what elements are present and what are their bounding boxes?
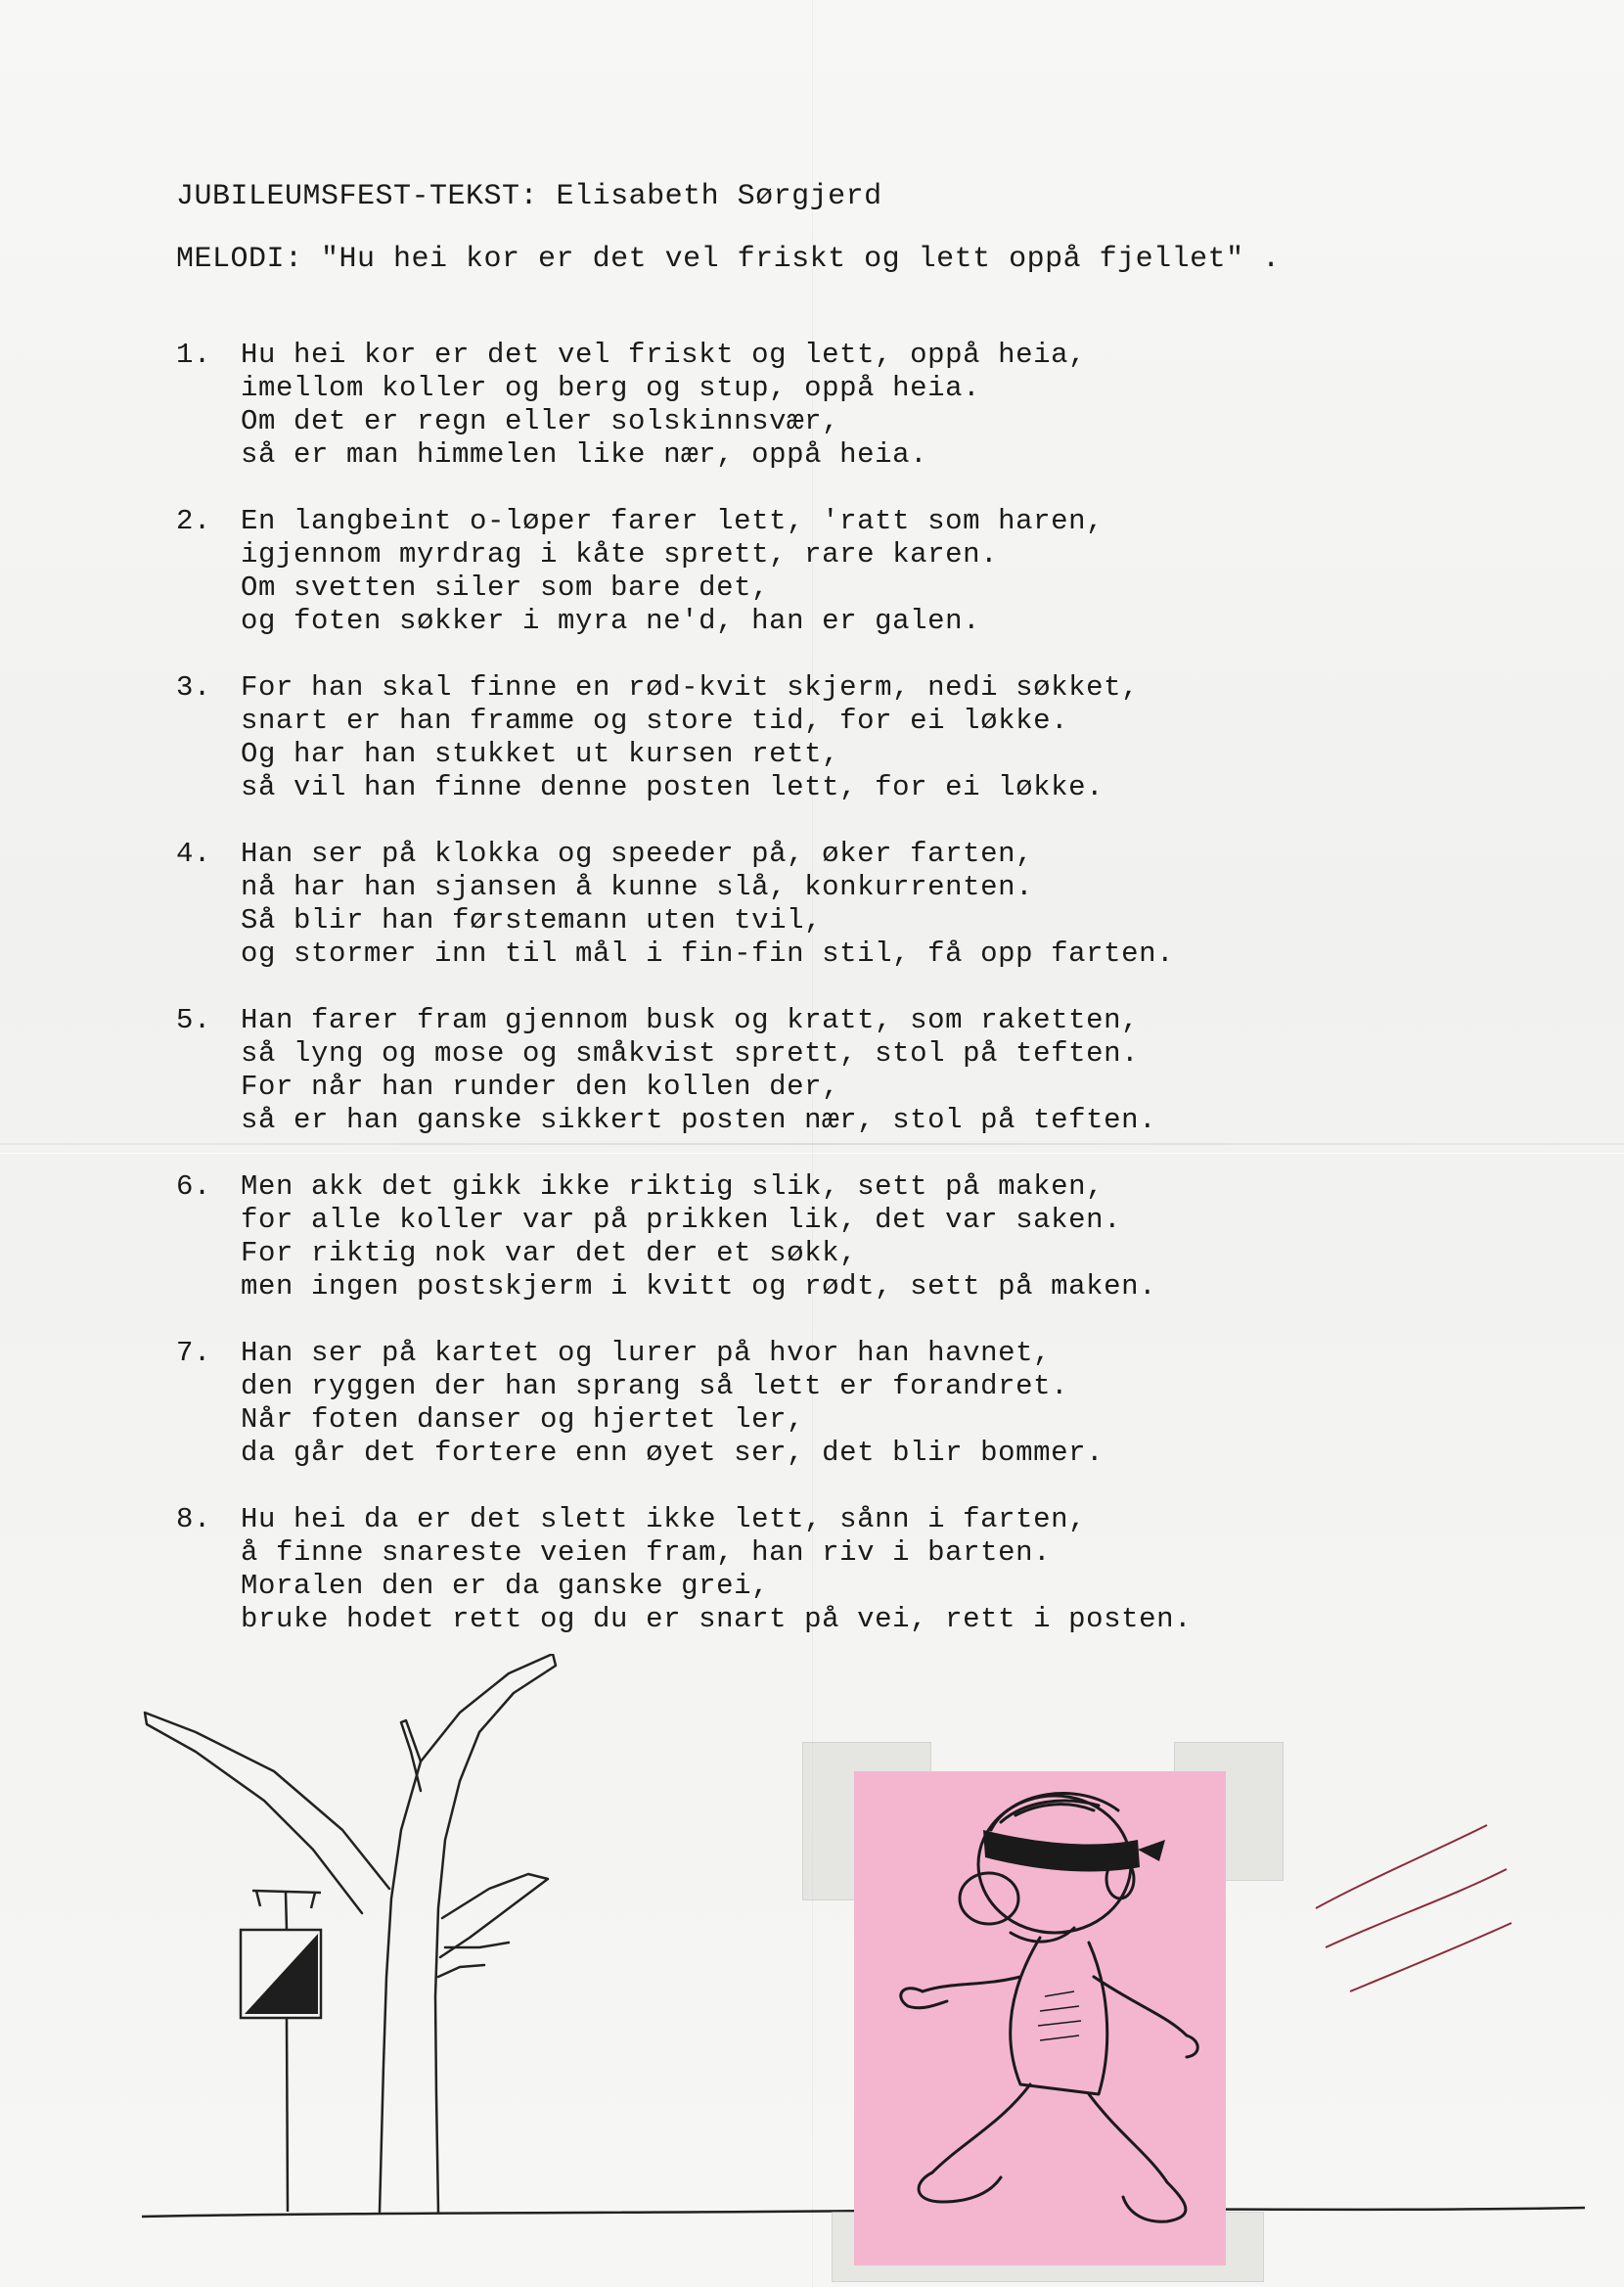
verse-line: bruke hodet rett og du er snart på vei, rett i posten. (241, 1603, 1193, 1635)
verse-line: Men akk det gikk ikke riktig slik, sett på maken, (241, 1170, 1105, 1203)
verse-number: 8. (176, 1503, 211, 1535)
verse-4 (176, 838, 1526, 971)
verse-line: For riktig nok var det der et søkk, (241, 1237, 858, 1269)
verse-line: så er han ganske sikkert posten nær, stol på teften. (241, 1104, 1157, 1136)
verse-number: 4. (176, 838, 211, 870)
verse-number: 1. (176, 339, 211, 371)
verse-line: imellom koller og berg og stup, oppå heia. (241, 372, 981, 404)
verse-6 (176, 1170, 1526, 1304)
verse-line: Han ser på klokka og speeder på, øker farten, (241, 838, 1034, 870)
verse-line: Om svetten siler som bare det, (241, 572, 770, 604)
verse-line: Så blir han førstemann uten tvil, (241, 904, 823, 937)
verse-line: Når foten danser og hjertet ler, (241, 1403, 805, 1436)
verse-list (176, 339, 1526, 1670)
verse-5 (176, 1004, 1526, 1137)
verse-line: den ryggen der han sprang så lett er forandret. (241, 1370, 1069, 1402)
verse-line: igjennom myrdrag i kåte sprett, rare karen. (241, 538, 999, 571)
blindfolded-runner-icon (854, 1771, 1226, 2265)
verse-3 (176, 671, 1526, 804)
verse-number: 7. (176, 1337, 211, 1369)
blindfold-icon (983, 1830, 1140, 1872)
verse-8 (176, 1503, 1526, 1636)
author-line: JUBILEUMSFEST-TEKST: Elisabeth Sørgjerd (176, 180, 882, 213)
tree-icon (145, 1654, 556, 2212)
verse-line: da går det fortere enn øyet ser, det blir bommer. (241, 1437, 1105, 1469)
verse-line: og foten søkker i myra ne'd, han er galen. (241, 605, 981, 637)
verse-line: For han skal finne en rød-kvit skjerm, nedi søkket, (241, 671, 1140, 704)
verse-line: Hu hei kor er det vel friskt og lett, oppå heia, (241, 339, 1087, 371)
verse-line: og stormer inn til mål i fin-fin stil, få opp farten. (241, 938, 1175, 970)
verse-number: 3. (176, 671, 211, 704)
verse-number: 5. (176, 1004, 211, 1036)
motion-lines-icon (1316, 1825, 1511, 1991)
verse-number: 6. (176, 1170, 211, 1203)
verse-line: snart er han framme og store tid, for ei løkke. (241, 705, 1069, 737)
verse-line: så er man himmelen like nær, oppå heia. (241, 438, 928, 471)
verse-7 (176, 1337, 1526, 1470)
verse-1 (176, 339, 1526, 472)
control-flag-fill (245, 1934, 318, 2014)
verse-line: men ingen postskjerm i kvitt og rødt, sett på maken. (241, 1270, 1157, 1303)
verse-line: Han ser på kartet og lurer på hvor han havnet, (241, 1337, 1052, 1369)
song-header (176, 174, 1448, 282)
verse-line: Moralen den er da ganske grei, (241, 1570, 770, 1602)
verse-line: Han farer fram gjennom busk og kratt, som raketten, (241, 1004, 1140, 1036)
verse-line: nå har han sjansen å kunne slå, konkurrenten. (241, 871, 1034, 903)
pink-sticker (854, 1771, 1226, 2265)
verse-line: så vil han finne denne posten lett, for ei løkke. (241, 771, 1105, 803)
verse-line: for alle koller var på prikken lik, det var saken. (241, 1204, 1122, 1236)
verse-2 (176, 505, 1526, 638)
verse-line: Hu hei da er det slett ikke lett, sånn i farten, (241, 1503, 1087, 1535)
verse-line: For når han runder den kollen der, (241, 1071, 840, 1103)
verse-line: så lyng og mose og småkvist sprett, stol på teften. (241, 1037, 1140, 1070)
verse-line: Om det er regn eller solskinnsvær, (241, 405, 840, 437)
verse-number: 2. (176, 505, 211, 537)
verse-line: Og har han stukket ut kursen rett, (241, 738, 840, 770)
verse-line: å finne snareste veien fram, han riv i barten. (241, 1536, 1052, 1569)
melody-line: MELODI: "Hu hei kor er det vel friskt og lett oppå fjellet" . (176, 243, 1281, 276)
verse-line: En langbeint o-løper farer lett, 'ratt som haren, (241, 505, 1105, 537)
control-flag-icon (241, 1891, 321, 2212)
